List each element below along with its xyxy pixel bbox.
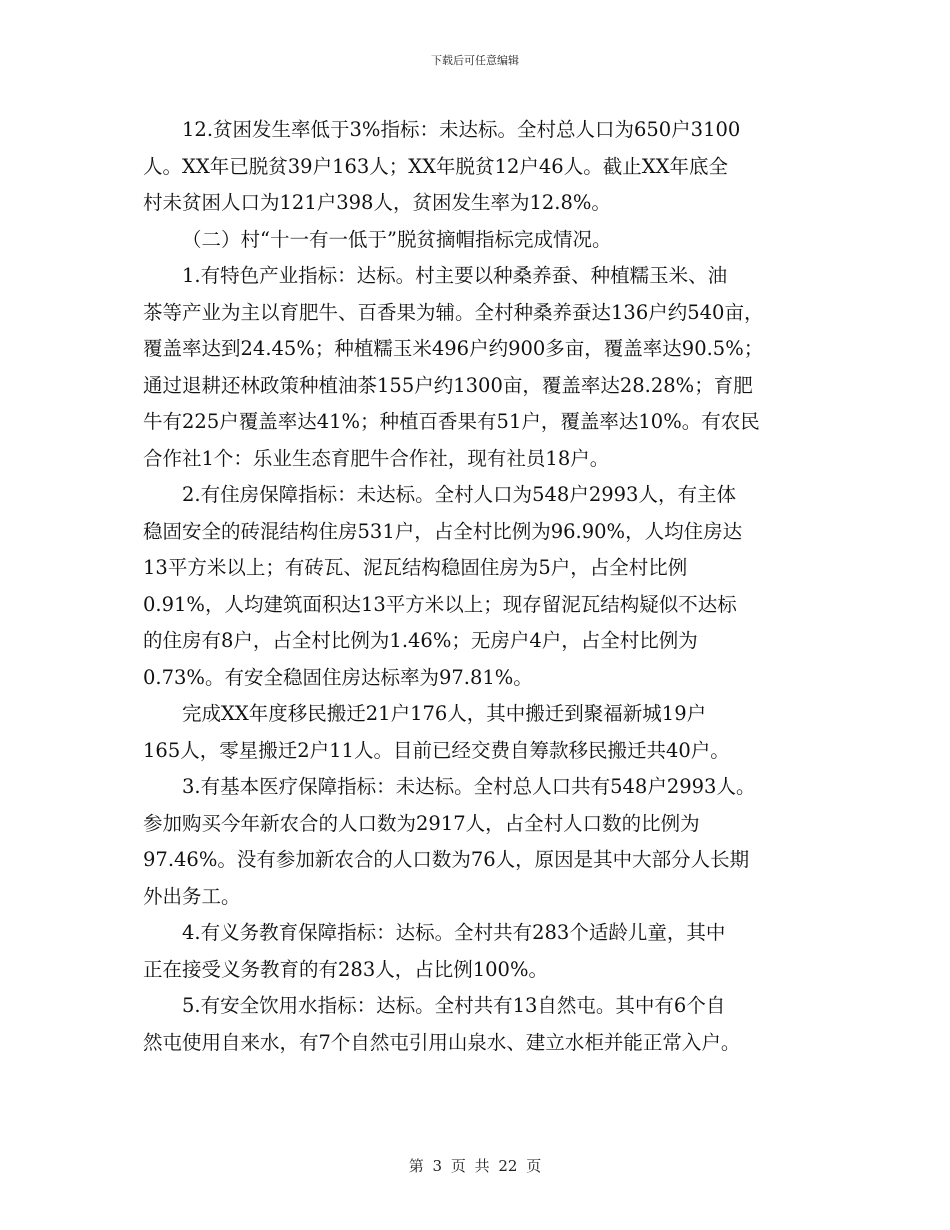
paragraph <box>143 988 813 1025</box>
text-line: 然屯使用自来水，有7个自然屯引用山泉水、建立水柜并能正常入户。 <box>143 1030 741 1054</box>
text-line: （二）村“十一有一低于”脱贫摘帽指标完成情况。 <box>182 227 612 251</box>
paragraph <box>143 806 813 916</box>
text-line: 茶等产业为主以育肥牛、百香果为辅。全村种桑养蚕达136户约540亩， <box>143 300 764 324</box>
paragraph <box>143 222 813 259</box>
paragraph <box>143 112 813 149</box>
paragraph <box>143 733 813 770</box>
paragraph <box>143 952 813 989</box>
text-line: 牛有225户覆盖率达41%；种植百香果有51户，覆盖率达10%。有农民 <box>143 410 760 433</box>
paragraph <box>143 514 813 697</box>
paragraph <box>143 769 813 806</box>
text-line: 人。XX年已脱贫39户163人；XX年脱贫12户46人。截止XX年底全 <box>143 154 728 178</box>
text-line: 完成XX年度移民搬迁21户176人，其中搬迁到聚福新城19户 <box>182 702 707 725</box>
text-line: 外出务工。 <box>143 884 241 908</box>
paragraph <box>143 149 813 222</box>
text-line: 4.有义务教育保障指标：达标。全村共有283个适龄儿童，其中 <box>182 921 726 944</box>
paragraph <box>143 477 813 514</box>
text-line: 5.有安全饮用水指标：达标。全村共有13自然屯。其中有6个自 <box>182 994 726 1017</box>
paragraph <box>143 696 813 733</box>
text-line: 的住房有8户，占全村比例为1.46%；无房户4户，占全村比例为 <box>143 629 698 652</box>
text-line: 2.有住房保障指标：未达标。全村人口为548户2993人，有主体 <box>182 483 736 506</box>
text-line: 97.46%。没有参加新农合的人口数为76人，原因是其中大部分人长期 <box>143 848 750 871</box>
text-line: 3.有基本医疗保障指标：未达标。全村总人口共有548户2993人。 <box>182 775 756 798</box>
paragraph <box>143 258 813 295</box>
text-line: 165人，零星搬迁2户11人。目前已经交费自筹款移民搬迁共40户。 <box>143 738 730 762</box>
text-line: 0.91%，人均建筑面积达13平方米以上；现存留泥瓦结构疑似不达标 <box>143 592 737 616</box>
text-line: 通过退耕还林政策种植油茶155户约1300亩，覆盖率达28.28%；育肥 <box>143 373 753 397</box>
text-line: 0.73%。有安全稳固住房达标率为97.81%。 <box>143 665 533 689</box>
paragraph <box>143 1025 813 1062</box>
text-line: 村未贫困人口为121户398人，贫困发生率为12.8%。 <box>143 191 611 214</box>
paragraph <box>143 295 813 478</box>
text-line: 正在接受义务教育的有283人，占比例100%。 <box>143 957 548 981</box>
text-line: 1.有特色产业指标：达标。村主要以种桑养蚕、种植糯玉米、油 <box>182 264 728 287</box>
page-footer: 第 3 页 共 22 页 <box>408 1157 542 1175</box>
text-line: 合作社1个：乐业生态育肥牛合作社，现有社员18户。 <box>143 446 610 470</box>
document-body <box>143 112 813 1061</box>
text-line: 13平方米以上；有砖瓦、泥瓦结构稳固住房为5户，占全村比例 <box>143 556 688 579</box>
text-line: 参加购买今年新农合的人口数为2917人，占全村人口数的比例为 <box>143 811 700 835</box>
paragraph <box>143 915 813 952</box>
page-header: 下载后可任意编辑 <box>431 54 519 67</box>
text-line: 覆盖率达到24.45%；种植糯玉米496户约900多亩，覆盖率达90.5%； <box>143 337 764 360</box>
text-line: 稳固安全的砖混结构住房531户，占全村比例为96.90%，人均住房达 <box>143 519 743 543</box>
text-line: 12.贫困发生率低于3%指标：未达标。全村总人口为650户3100 <box>182 118 741 141</box>
